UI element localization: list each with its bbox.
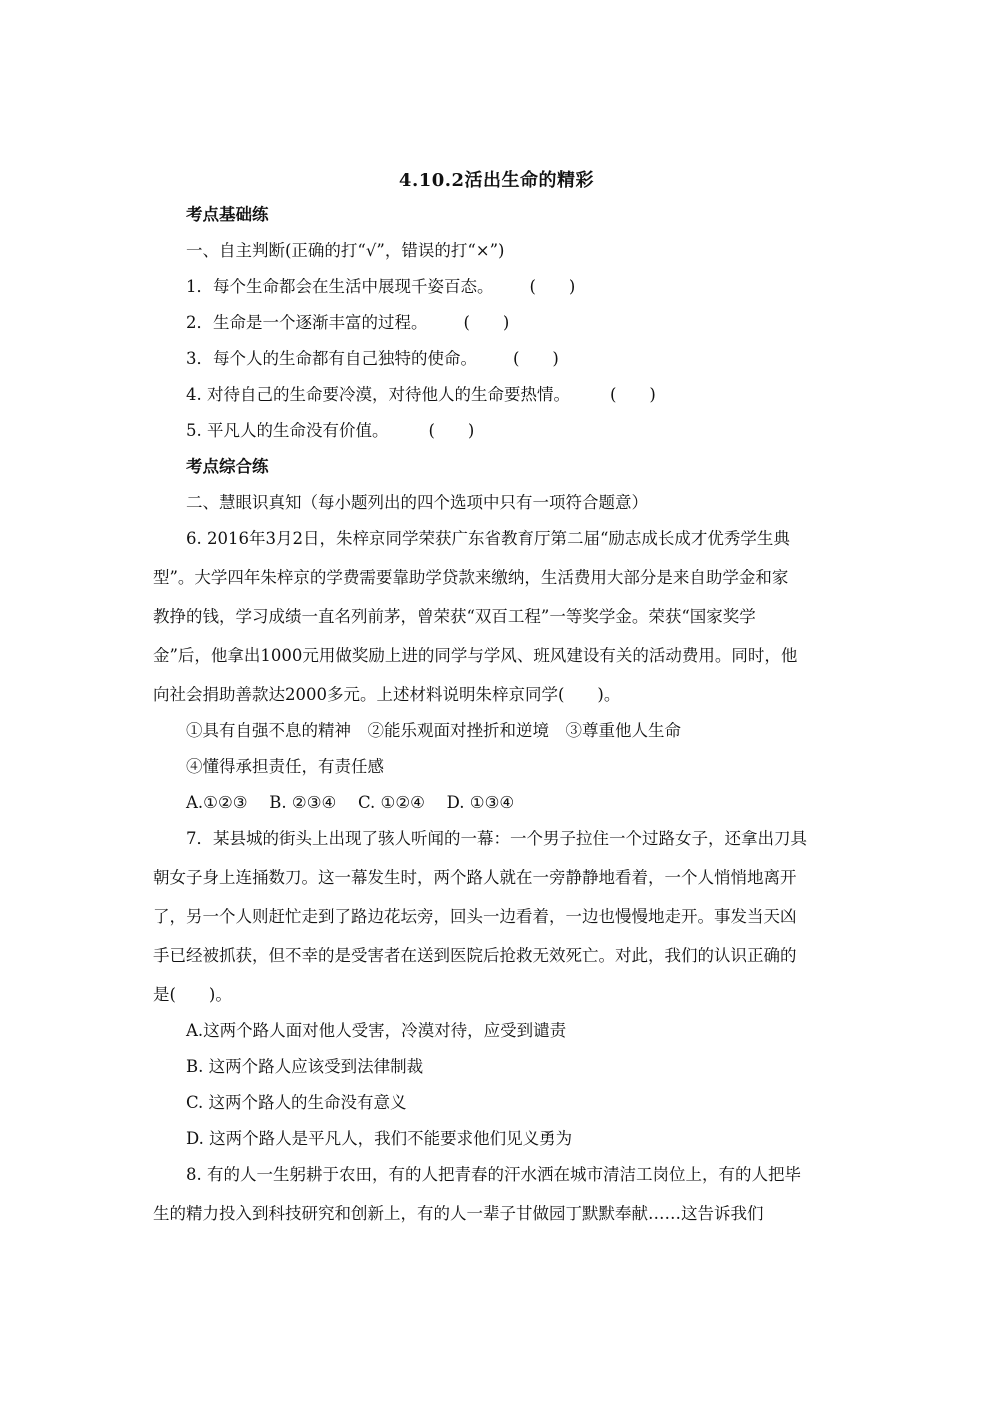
q6-line-3: 教挣的钱，学习成绩一直名列前茅，曾荣获“双百工程”一等奖学金。荣获“国家奖学 xyxy=(153,607,756,626)
answer-blank: ( ) xyxy=(529,277,576,296)
judgement-text: 1．每个生命都会在生活中展现千姿百态。 xyxy=(186,277,494,296)
q6-statements-2: ④懂得承担责任，有责任感 xyxy=(186,757,384,776)
q7-line-5: 是( )。 xyxy=(153,985,232,1004)
q7-option-b: B. 这两个路人应该受到法律制裁 xyxy=(186,1057,424,1076)
answer-blank: ( ) xyxy=(463,313,510,332)
judgement-item-4 xyxy=(186,383,656,407)
q8-line-2: 生的精力投入到科技研究和创新上，有的人一辈子甘做园丁默默奉献……这告诉我们 xyxy=(153,1204,764,1223)
q6-options: A.①②③ B. ②③④ C. ①②④ D. ①③④ xyxy=(186,793,515,812)
judgement-text: 5. 平凡人的生命没有价值。 xyxy=(186,421,389,440)
q6-statements-1: ①具有自强不息的精神 ②能乐观面对挫折和逆境 ③尊重他人生命 xyxy=(186,721,681,740)
page-title: 4.10.2活出生命的精彩 xyxy=(398,170,595,191)
q7-line-2: 朝女子身上连捅数刀。这一幕发生时，两个路人就在一旁静静地看着，一个人悄悄地离开 xyxy=(153,868,797,887)
judgement-item-5 xyxy=(186,419,474,443)
answer-blank: ( ) xyxy=(513,349,559,368)
answer-blank: ( ) xyxy=(428,421,475,440)
q7-option-d: D. 这两个路人是平凡人，我们不能要求他们见义勇为 xyxy=(186,1129,573,1148)
q8-line-1: 8. 有的人一生躬耕于农田，有的人把青春的汗水洒在城市清洁工岗位上，有的人把毕 xyxy=(186,1165,801,1184)
judgement-item-1 xyxy=(186,275,575,299)
judgement-text: 4. 对待自己的生命要冷漠，对待他人的生命要热情。 xyxy=(186,385,570,404)
q7-line-3: 了，另一个人则赶忙走到了路边花坛旁，回头一边看着，一边也慢慢地走开。事发当天凶 xyxy=(153,907,797,926)
q6-line-1: 6. 2016年3月2日，朱梓京同学荣获广东省教育厅第二届“励志成长成才优秀学生典 xyxy=(186,529,790,548)
judgement-item-3 xyxy=(186,347,559,371)
answer-blank: ( ) xyxy=(610,385,656,404)
section2-intro: 二、慧眼识真知（每小题列出的四个选项中只有一项符合题意） xyxy=(186,493,648,512)
section2-heading: 考点综合练 xyxy=(186,457,269,476)
section1-heading: 考点基础练 xyxy=(186,205,269,224)
judgement-item-2 xyxy=(186,311,509,335)
q7-line-1: 7．某县城的街头上出现了骇人听闻的一幕：一个男子拉住一个过路女子，还拿出刀具 xyxy=(186,829,807,848)
section1-intro: 一、自主判断(正确的打“√”，错误的打“×”) xyxy=(186,241,505,260)
q7-line-4: 手已经被抓获，但不幸的是受害者在送到医院后抢救无效死亡。对此，我们的认识正确的 xyxy=(153,946,797,965)
q7-option-a: A.这两个路人面对他人受害，冷漠对待，应受到谴责 xyxy=(186,1021,567,1040)
q6-line-2: 型”。大学四年朱梓京的学费需要靠助学贷款来缴纳，生活费用大部分是来自助学金和家 xyxy=(153,568,789,587)
q6-line-5: 向社会捐助善款达2000多元。上述材料说明朱梓京同学( )。 xyxy=(153,685,621,704)
q6-line-4: 金”后，他拿出1000元用做奖励上进的同学与学风、班风建设有关的活动费用。同时，他 xyxy=(153,646,798,665)
judgement-text: 3．每个人的生命都有自己独特的使命。 xyxy=(186,349,477,368)
q7-option-c: C. 这两个路人的生命没有意义 xyxy=(186,1093,407,1112)
judgement-text: 2．生命是一个逐渐丰富的过程。 xyxy=(186,313,428,332)
